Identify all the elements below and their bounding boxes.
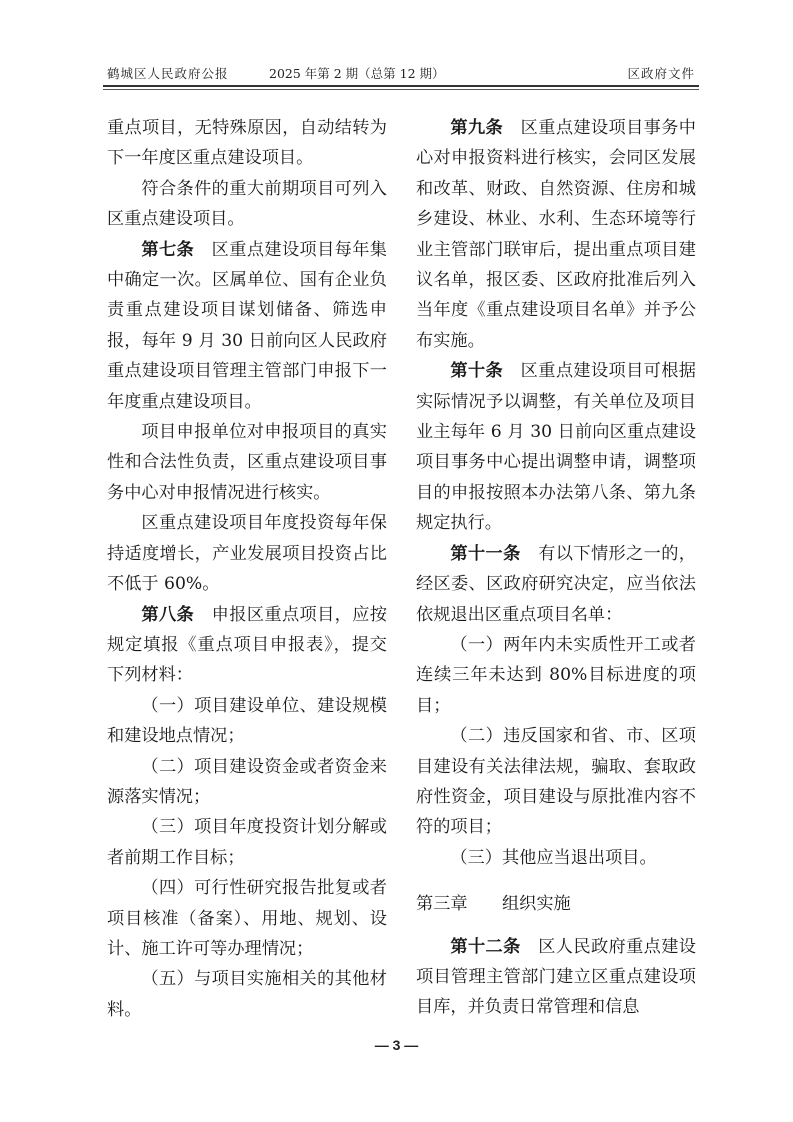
article-title: 第八条 — [141, 604, 195, 625]
article-text: 申报区重点项目，应按规定填报《重点项目申报表》，提交下列材料： — [107, 604, 387, 686]
article-title: 第七条 — [141, 239, 195, 260]
paragraph-continuation: 重点项目，无特殊原因，自动结转为下一年度区重点建设项目。 — [107, 118, 387, 169]
paragraph: 符合条件的重大前期项目可列入区重点建设项目。 — [107, 178, 387, 230]
article-text: 区人民政府重点建设项目管理主管部门建立区重点建设项目库，并负责日常管理和信息 — [416, 936, 696, 1018]
list-item: （五）与项目实施相关的其他材料。 — [107, 969, 387, 1020]
chapter-heading: 第三章 组织实施 — [416, 894, 571, 915]
paragraph: 区重点建设项目年度投资每年保持适度增长，产业发展项目投资占比不低于 60%。 — [107, 513, 387, 595]
left-column — [107, 113, 387, 1025]
article-text: 区重点建设项目事务中心对申报资料进行核实，会同区发展和改革、财政、自然资源、住房和城乡建设、林业、水利、生态环境等行业主管部门联审后，提出重点项目建议名单，报区委、区政府批准后列入当年度《重点建设项目名单》并予公布实施。 — [416, 118, 696, 351]
article-12 — [416, 932, 696, 1023]
article-11 — [416, 539, 696, 630]
article-8 — [107, 600, 387, 691]
list-item: （二）项目建设资金或者资金来源落实情况； — [107, 756, 387, 807]
list-item: （二）违反国家和省、市、区项目建设有关法律法规，骗取、套取政府性资金，项目建设与原批准内容不符的项目； — [416, 726, 696, 838]
article-title: 第九条 — [450, 118, 504, 138]
right-column — [416, 113, 696, 1023]
article-title: 第十一条 — [450, 543, 521, 564]
article-10 — [416, 356, 696, 538]
page-header — [107, 62, 695, 84]
article-text: 有以下情形之一的，经区委、区政府研究决定，应当依法依规退出区重点项目名单： — [416, 543, 696, 625]
header-rule-thin — [103, 89, 699, 90]
list-item: （三）项目年度投资计划分解或者前期工作目标； — [107, 817, 387, 868]
header-section-name: 区政府文件 — [627, 66, 695, 81]
article-text: 区重点建设项目可根据实际情况予以调整，有关单位及项目业主每年 6 月 30 日前向区重点建设项目事务中心提出调整申请，调整项目的申报按照本办法第八条、第九条规定执行。 — [416, 361, 696, 534]
article-text: 区重点建设项目每年集中确定一次。区属单位、国有企业负责重点建设项目谋划储备、筛选申报，每年 9 月 30 日前向区人民政府重点建设项目管理主管部门申报下一年度重点建设项目。 — [107, 239, 387, 412]
article-9 — [416, 113, 696, 356]
list-item: （三）其他应当退出项目。 — [450, 847, 657, 868]
list-item: （一）两年内未实质性开工或者连续三年未达到 80%目标进度的项目； — [416, 634, 696, 716]
article-title: 第十二条 — [450, 936, 521, 957]
article-7 — [107, 235, 387, 417]
list-item: （四）可行性研究报告批复或者项目核准（备案）、用地、规划、设计、施工许可等办理情况； — [107, 878, 387, 959]
header-rule-thick — [103, 85, 699, 87]
page-number: — 3 — — [374, 1037, 419, 1053]
header-publication-title: 鹤城区人民政府公报 — [107, 66, 229, 81]
header-issue-number: 2025 年第 2 期（总第 12 期） — [269, 66, 445, 81]
paragraph: 项目申报单位对申报项目的真实性和合法性负责，区重点建设项目事务中心对申报情况进行核实。 — [107, 422, 387, 503]
list-item: （一）项目建设单位、建设规模和建设地点情况； — [107, 695, 387, 747]
article-title: 第十条 — [450, 361, 504, 382]
